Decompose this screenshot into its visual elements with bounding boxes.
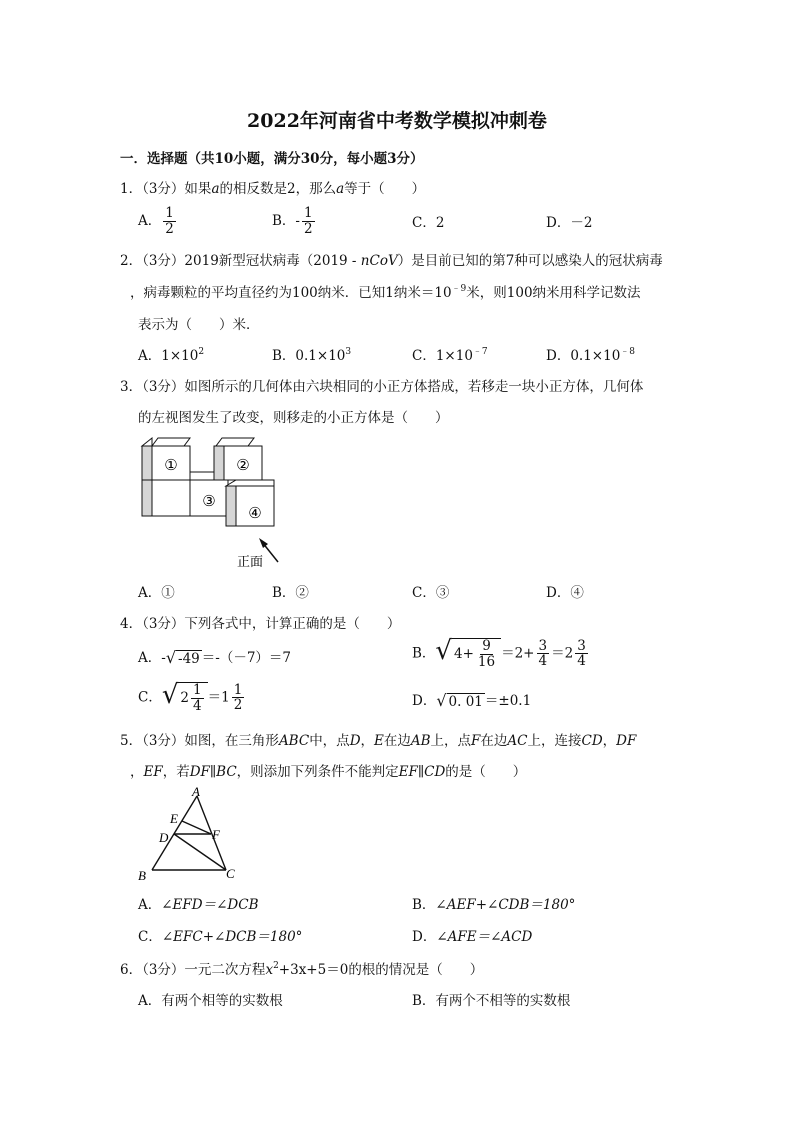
question-2-option-a[interactable]: A．$1\times 10^2$ <box>138 347 205 364</box>
question-2-line-2: ，病毒颗粒的平均直径约为100纳米．已知1纳米$=10^{﹣9}$米，则100纳米用科学记数法 <box>130 284 641 301</box>
question-5-option-c[interactable]: C．∠EFC+∠DCB＝180° <box>138 929 303 945</box>
point-d-label: D <box>159 830 169 845</box>
cube-1-side <box>142 446 152 480</box>
point-e-label: E <box>170 811 178 826</box>
question-4-option-d[interactable]: D． √ 0. 01 ＝±0.1 <box>412 691 532 710</box>
question-1-option-d[interactable]: D．－2 <box>546 215 593 231</box>
question-6-stem: 6．（3分）一元二次方程$x^2+3x+5=0$的根的情况是（ ） <box>120 961 484 978</box>
cube-1-top <box>152 438 190 446</box>
question-3-option-b[interactable]: B．② <box>272 585 309 601</box>
question-2-option-d[interactable]: D．$0.1\times 10^{﹣8}$ <box>546 347 636 364</box>
point-a-label: A <box>192 786 200 799</box>
question-5-line-1: 5．（3分）如图，在三角形ABC中，点D，E在边AB上，点F在边AC上，连接CD，DF <box>120 733 637 749</box>
point-f-label: F <box>212 827 220 842</box>
question-1-option-b[interactable]: B．- $\frac{1}{2}$ <box>272 205 313 237</box>
question-3-option-c[interactable]: C．③ <box>412 585 450 601</box>
point-c-label: C <box>226 866 235 881</box>
point-b-label: B <box>138 868 146 883</box>
page-title: 2022年河南省中考数学模拟冲刺卷 <box>247 110 547 132</box>
question-5-option-b[interactable]: B．∠AEF+∠CDB＝180° <box>412 897 576 913</box>
question-5-option-a[interactable]: A．∠EFD＝∠DCB <box>138 897 259 913</box>
question-1-option-c[interactable]: C．2 <box>412 215 445 231</box>
front-view-label: 正面 <box>236 554 264 569</box>
cube-2-top <box>216 438 254 446</box>
question-1-option-a[interactable]: A． $\frac{1}{2}$ <box>138 205 174 237</box>
section-heading: 一．选择题（共10小题，满分30分，每小题3分） <box>120 151 424 167</box>
segment-ef <box>182 821 211 834</box>
question-3-line-1: 3．（3分）如图所示的几何体由六块相同的小正方体搭成，若移走一块小正方体，几何体 <box>120 379 644 395</box>
question-6-option-b[interactable]: B．有两个不相等的实数根 <box>412 993 571 1009</box>
question-3-option-d[interactable]: D．④ <box>546 585 584 601</box>
cube-5-front <box>152 480 190 516</box>
question-5-option-d[interactable]: D．∠AFE＝∠ACD <box>412 929 533 945</box>
triangle-figure <box>134 786 244 884</box>
cube-2-label: ② <box>236 457 250 474</box>
question-4-option-c[interactable]: C． √ 2 $\frac{1}{4}$ ＝1 $\frac{1}{2}$ <box>138 680 243 714</box>
question-3-option-a[interactable]: A．① <box>138 585 175 601</box>
cube-2-side <box>214 446 224 480</box>
cube-4-label: ④ <box>248 505 262 522</box>
question-2-option-c[interactable]: C．$1\times 10^{﹣7}$ <box>412 347 488 364</box>
question-4-stem: 4．（3分）下列各式中，计算正确的是（ ） <box>120 616 401 632</box>
cube-5-side <box>142 480 152 516</box>
cube-1-label: ① <box>164 457 178 474</box>
question-2-line-3: 表示为（ ）米． <box>138 317 260 333</box>
cube-figure <box>138 434 288 574</box>
cube-3-label: ③ <box>202 493 216 510</box>
question-6-option-a[interactable]: A．有两个相等的实数根 <box>138 993 283 1009</box>
question-3-line-2: 的左视图发生了改变，则移走的小正方体是（ ） <box>138 410 449 426</box>
question-5-line-2: ，EF，若DF∥BC，则添加下列条件不能判定EF∥CD的是（ ） <box>130 764 527 780</box>
question-4-option-a[interactable]: A．- √ -49 ＝-（－7）＝7 <box>138 648 292 667</box>
question-1-stem: 1．（3分）如果a的相反数是2，那么a等于（ ） <box>120 181 426 197</box>
question-2-line-1: 2．（3分）2019新型冠状病毒（2019 - nCoV）是目前已知的第7种可以感染人的冠状病毒 <box>120 253 663 269</box>
question-2-option-b[interactable]: B．$0.1\times 10^3$ <box>272 347 352 364</box>
question-4-option-b[interactable]: B． √ 4+ $\frac{9}{16}$ ＝2+ $\frac{3}{4}$ ＝2 $\frac{3}{4}$ <box>412 636 586 670</box>
cube-4-side <box>226 486 236 526</box>
